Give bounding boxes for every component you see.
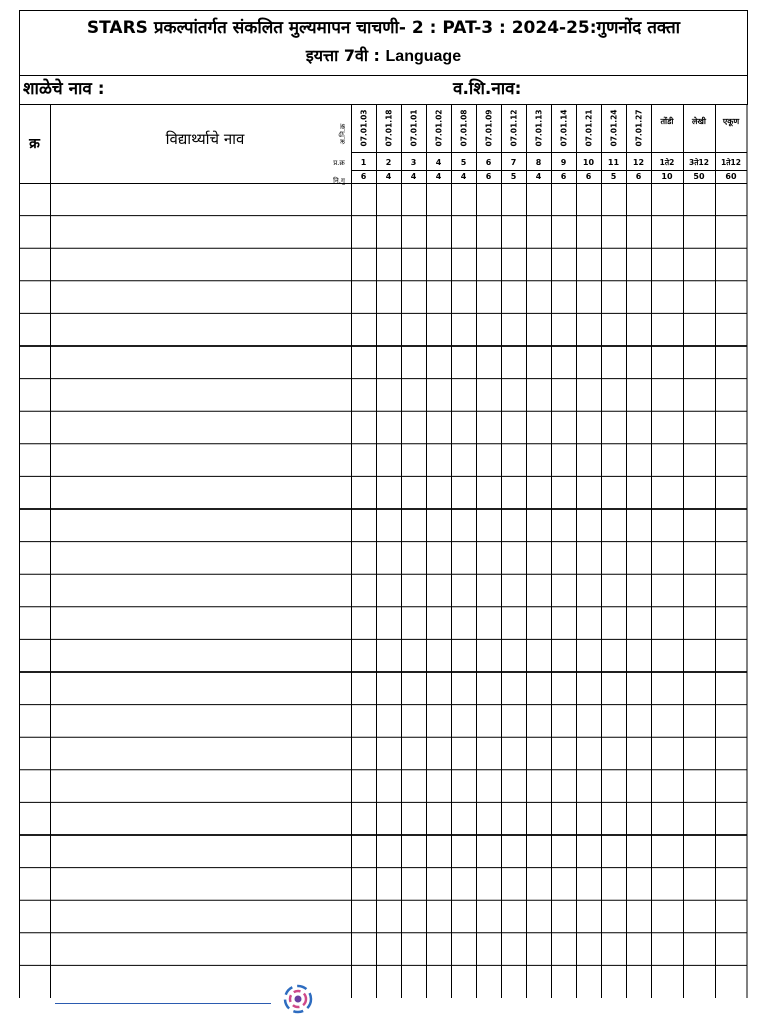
competency-code: 07.01.18 [384,109,394,147]
footer-signature-line [55,1003,271,1004]
competency-code: 07.01.02 [434,109,444,147]
max-marks: 4 [535,172,542,181]
question-number: 11 [607,158,620,167]
max-marks: 4 [460,172,467,181]
max-marks: 5 [510,172,517,181]
summary-header: लेखी [691,117,707,126]
question-number: 9 [560,158,567,167]
summary-marks: 10 [661,172,673,181]
summary-range: 1ते2 [659,158,675,167]
question-number: 1 [360,158,367,167]
competency-code: 07.01.13 [534,109,544,147]
question-number: 2 [385,158,392,167]
question-number: 6 [485,158,492,167]
summary-header: एकूण [722,117,740,126]
competency-code: 07.01.27 [634,109,644,147]
page-title: STARS प्रकल्पांतर्गत संकलित मुल्यमापन चाचणी- 2 : PAT-3 : 2024-25:गुणनोंद तक्ता [86,18,681,38]
question-number: 3 [410,158,417,167]
max-marks: 6 [360,172,367,181]
subject-label: Language [385,48,462,65]
question-number: 10 [582,158,595,167]
row-label-code: अ.नि.क्र [339,123,347,145]
summary-range: 3ते12 [689,158,709,167]
max-marks: 4 [435,172,442,181]
summary-header: तोंडी [660,117,674,126]
class-subject-line [20,43,747,70]
max-marks: 4 [385,172,392,181]
marks-sheet [19,10,748,997]
row-label-question: प्र.क्र [333,159,345,167]
max-marks: 6 [560,172,567,181]
competency-code: 07.01.03 [359,109,369,147]
question-number: 5 [460,158,467,167]
max-marks: 6 [635,172,642,181]
competency-code: 07.01.12 [509,109,519,147]
question-number: 7 [510,158,517,167]
max-marks: 4 [410,172,417,181]
max-marks: 6 [585,172,592,181]
question-number: 8 [535,158,542,167]
max-marks: 6 [485,172,492,181]
title-box [19,10,748,76]
school-info-row [19,74,748,105]
competency-code: 07.01.21 [584,109,594,147]
school-name-label: शाळेचे नाव : [23,79,105,99]
competency-code: 07.01.01 [409,109,419,147]
sr-no-header: क्र [29,136,40,152]
summary-marks: 50 [693,172,705,181]
competency-code: 07.01.09 [484,109,494,147]
teacher-name-label: व.शि.नाव: [453,79,522,99]
row-label-marks: नि.गु [333,177,345,185]
competency-code: 07.01.08 [459,109,469,147]
student-name-header: विद्यार्थ्याचे नाव [165,130,245,148]
question-number: 12 [632,158,645,167]
competency-code: 07.01.14 [559,109,569,147]
marks-table [19,104,748,998]
summary-range: 1ते12 [721,158,741,167]
stars-logo-icon [282,983,314,1015]
summary-marks: 60 [725,172,737,181]
class-label: इयत्ता 7वी : [305,46,386,65]
table-border [20,105,748,999]
question-number: 4 [435,158,442,167]
max-marks: 5 [610,172,617,181]
competency-code: 07.01.24 [609,109,619,147]
